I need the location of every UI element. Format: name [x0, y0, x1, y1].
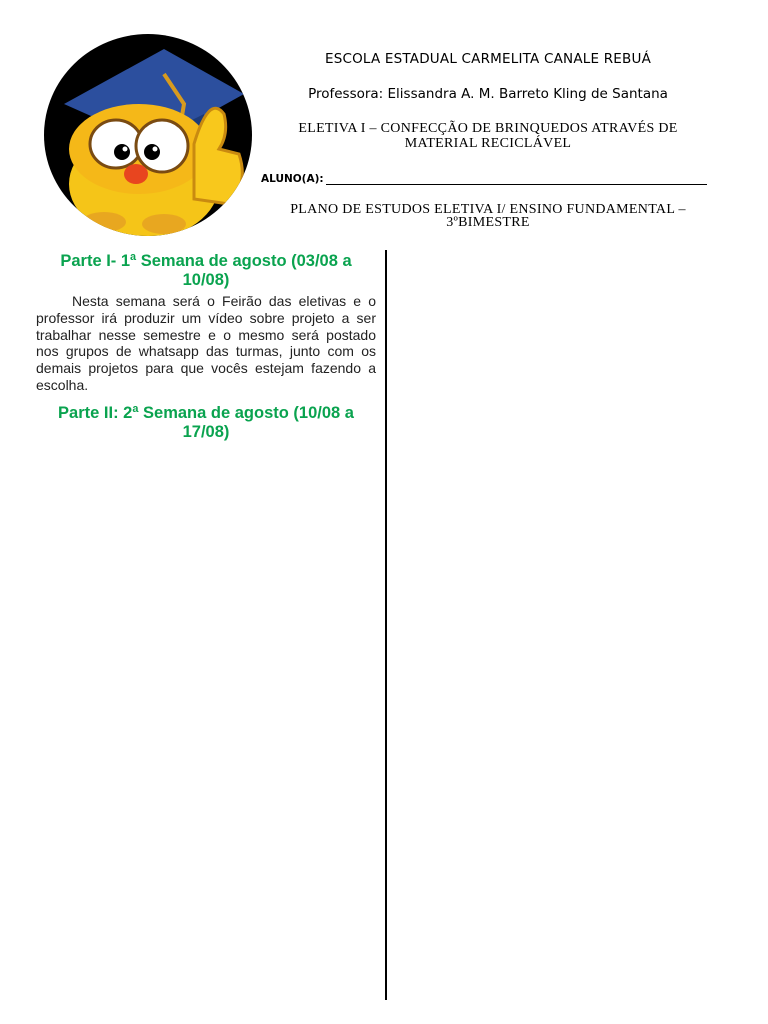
- study-plan-title: PLANO DE ESTUDOS ELETIVA I/ ENSINO FUNDAMENTAL – 3ºBIMESTRE: [290, 202, 686, 230]
- column-divider: [385, 250, 387, 1000]
- owl-logo-icon: [44, 34, 252, 236]
- elective-title: ELETIVA I – CONFECÇÃO DE BRINQUEDOS ATRAVÉS DE MATERIAL RECICLÁVEL: [298, 121, 678, 151]
- teacher-name: Professora: Elissandra A. M. Barreto Kling de Santana: [308, 86, 668, 102]
- left-column: [36, 252, 376, 442]
- part-1-title: Parte I- 1ª Semana de agosto (03/08 a 10/08): [60, 252, 352, 289]
- school-name: ESCOLA ESTADUAL CARMELITA CANALE REBUÁ: [324, 51, 652, 67]
- part-2-title: Parte II: 2ª Semana de agosto (10/08 a 17/08): [58, 403, 354, 441]
- student-label: ALUNO(A):: [261, 173, 324, 185]
- student-name-line[interactable]: [326, 173, 707, 185]
- part-1-text: Nesta semana será o Feirão das eletivas e o professor irá produzir um vídeo sobre projeto a ser trabalhar nesse semestre e o mesmo será postado nos grupos de whatsapp das turmas, junto com os demais projetos para que vocês estejam fazendo a escolha.: [36, 293, 376, 393]
- student-name-field[interactable]: [261, 173, 707, 185]
